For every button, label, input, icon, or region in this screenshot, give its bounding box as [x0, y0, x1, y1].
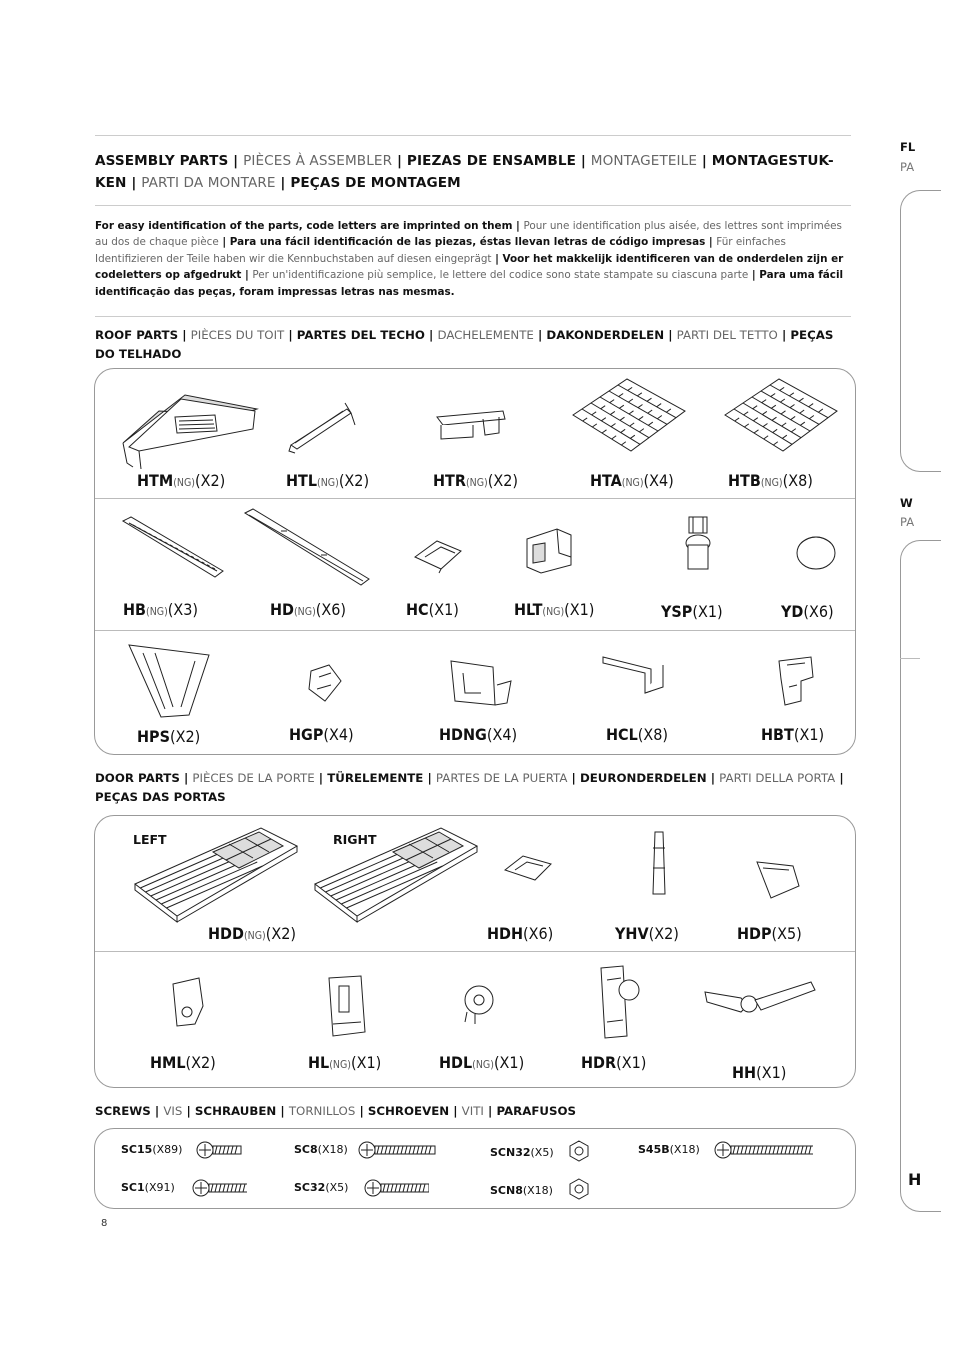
part-label-hc — [406, 600, 459, 619]
part-qty: (X4) — [323, 725, 354, 744]
screw-qty: (X18) — [317, 1143, 348, 1156]
part-ng: (NG) — [243, 930, 266, 942]
hex-nut-icon — [567, 1139, 591, 1163]
part-hdng-illustration — [447, 653, 517, 713]
screw-label-scn32 — [490, 1146, 554, 1159]
text-segment: MONTAGETEILE — [590, 153, 698, 169]
part-qty: (X6) — [315, 600, 347, 619]
part-code: HDNG — [439, 725, 487, 744]
screw-label-sc32 — [294, 1181, 348, 1194]
part-label-hgp — [289, 725, 354, 744]
part-ysp-illustration — [681, 513, 715, 577]
row-divider — [95, 630, 855, 631]
screw-qty: (X89) — [152, 1143, 183, 1156]
text-segment: ASSEMBLY PARTS — [95, 153, 229, 169]
part-label-htr — [433, 471, 518, 490]
part-qty: (X6) — [803, 602, 834, 621]
part-label-hlt — [514, 600, 594, 619]
part-qty: (X2) — [185, 1053, 216, 1072]
part-code: YSP — [661, 602, 693, 621]
bolt-icon — [363, 1177, 429, 1199]
part-label-hdl — [439, 1053, 524, 1072]
text-segment: VIS — [163, 1104, 183, 1118]
edge-text: PA — [900, 160, 915, 174]
text-segment: | — [491, 252, 503, 265]
screw-qty: (X18) — [522, 1184, 553, 1197]
part-label-hd — [270, 600, 346, 619]
screws-panel — [94, 1128, 856, 1209]
part-qty: (X2) — [194, 471, 226, 490]
text-segment: SCHROEVEN — [367, 1104, 450, 1118]
text-segment: | — [705, 236, 717, 249]
part-ng: (NG) — [472, 1059, 494, 1071]
part-label-hdr — [581, 1053, 646, 1072]
roof-parts-heading — [95, 326, 851, 364]
screw-code: SCN32 — [490, 1146, 531, 1159]
text-segment: TORNILLOS — [288, 1104, 356, 1118]
part-hml-illustration — [169, 976, 213, 1030]
part-qty: (X3) — [167, 600, 199, 619]
part-code: HD — [270, 600, 294, 619]
text-segment: | — [748, 269, 760, 282]
part-code: HBT — [761, 725, 794, 744]
hex-nut-icon — [567, 1177, 591, 1201]
edge-panel — [900, 540, 941, 1212]
part-code: HCL — [606, 725, 638, 744]
part-hh-illustration — [701, 976, 819, 1022]
screw-code: SC1 — [121, 1181, 145, 1194]
part-qty: (X8) — [782, 471, 813, 490]
text-segment: | — [512, 220, 524, 232]
part-qty: (X4) — [643, 471, 674, 490]
text-segment: PIÈCES À ASSEMBLER — [243, 153, 393, 169]
part-code: HTM — [137, 471, 174, 490]
text-segment: PIÈCES DU TOIT — [190, 328, 285, 342]
part-qty: (X4) — [486, 725, 518, 744]
part-yhv-illustration — [647, 828, 671, 900]
text-segment: | — [483, 1104, 497, 1118]
text-segment: PEÇAS DE MONTAGEM — [290, 175, 461, 191]
part-hc-illustration — [411, 535, 467, 575]
text-segment: PARTES DE LA PUERTA — [435, 771, 568, 785]
text-segment: Pour une identification plus aisée, des lettres sont imprimées au dos de chaque pièce — [95, 220, 842, 249]
part-qty: (X2) — [265, 924, 296, 943]
long-screw-icon — [357, 1139, 437, 1161]
text-segment: PEÇAS DO TELHADO — [95, 328, 834, 361]
part-label-htb — [728, 471, 813, 490]
part-label-ysp — [661, 602, 723, 621]
part-ng: (NG) — [542, 606, 565, 618]
text-segment: For easy identification of the parts, code letters are imprinted on them — [95, 220, 513, 232]
text-segment: DOOR PARTS — [95, 771, 180, 785]
part-hta-illustration — [569, 375, 689, 455]
part-code: HTB — [728, 471, 761, 490]
text-segment: | — [706, 771, 720, 785]
part-hcl-illustration — [601, 651, 667, 697]
part-qty: (X2) — [338, 471, 370, 490]
part-code: HL — [308, 1053, 330, 1072]
part-qty: (X1) — [616, 1053, 647, 1072]
part-qty: (X2) — [648, 924, 679, 943]
part-hdp-illustration — [753, 856, 803, 906]
part-hlt-illustration — [523, 521, 579, 575]
door-right-illustration — [311, 824, 481, 924]
part-label-yhv — [615, 924, 679, 943]
part-code: HH — [732, 1063, 757, 1082]
text-segment: | — [423, 771, 436, 785]
text-segment: Per un'identificazione più semplice, le lettere del codice sono state stampate su ciascuna parte — [252, 269, 749, 282]
door-left-illustration — [131, 824, 301, 924]
part-label-hdh — [487, 924, 553, 943]
part-code: HPS — [137, 727, 170, 746]
part-ng: (NG) — [760, 477, 783, 489]
text-segment: | — [424, 328, 438, 342]
part-label-htl — [286, 471, 369, 490]
part-code: HDH — [487, 924, 524, 943]
text-segment: | — [284, 328, 297, 342]
door-parts-panel — [94, 815, 856, 1088]
page-title — [95, 150, 855, 194]
part-qty: (X1) — [756, 1063, 787, 1082]
part-hdr-illustration — [593, 962, 645, 1042]
text-segment: | — [218, 236, 230, 249]
part-qty: (X1) — [493, 1053, 525, 1072]
text-segment: DEURONDERDELEN — [579, 771, 707, 785]
top-rule — [95, 135, 851, 136]
part-ng: (NG) — [294, 606, 316, 618]
part-qty: (X5) — [771, 924, 802, 943]
screw-code: SC15 — [121, 1143, 153, 1156]
part-code: HDP — [737, 924, 772, 943]
part-code: HDL — [439, 1053, 473, 1072]
text-segment: | — [228, 153, 244, 169]
long-wood-screw-icon — [713, 1139, 813, 1161]
part-hdh-illustration — [501, 850, 557, 886]
text-segment: MONTAGESTUK-KEN — [95, 153, 834, 191]
part-code: HDD — [208, 924, 244, 943]
part-yd-illustration — [793, 527, 839, 573]
screw-code: SC32 — [294, 1181, 326, 1194]
text-segment: | — [126, 175, 142, 191]
medium-screw-icon — [191, 1177, 247, 1199]
text-segment: PIÈCES DE LA PORTE — [192, 771, 315, 785]
text-segment: PEÇAS DAS PORTAS — [95, 790, 226, 804]
text-segment: SCHRAUBEN — [194, 1104, 277, 1118]
row-divider — [95, 951, 855, 952]
text-segment: Para uma fácil identificação das peças, foram impressas letras nas mesmas. — [95, 269, 844, 298]
part-label-htm — [137, 471, 225, 490]
edge-text: W — [900, 496, 913, 510]
part-qty: (X2) — [487, 471, 518, 490]
screw-code: SCN8 — [490, 1184, 523, 1197]
part-hb-illustration — [119, 513, 229, 583]
part-code: HGP — [289, 725, 324, 744]
part-code: HLT — [514, 600, 543, 619]
roof-parts-panel — [94, 368, 856, 755]
text-segment: PARTI DEL TETTO — [676, 328, 778, 342]
short-screw-icon — [195, 1139, 245, 1161]
screw-label-s45b — [638, 1143, 700, 1156]
text-segment: Voor het makkelijk identificeren van de onderdelen zijn er codeletters op afgedrukt — [95, 252, 844, 282]
screw-label-sc8 — [294, 1143, 348, 1156]
part-label-hdng — [439, 725, 517, 744]
part-label-hdd — [208, 924, 296, 943]
text-segment: PARAFUSOS — [496, 1104, 577, 1118]
screw-qty: (X5) — [530, 1146, 554, 1159]
screw-code: SC8 — [294, 1143, 318, 1156]
part-label-hbt — [761, 725, 824, 744]
part-code: HTL — [286, 471, 318, 490]
part-qty: (X6) — [523, 924, 554, 943]
part-qty: (X1) — [692, 602, 723, 621]
screws-heading — [95, 1102, 851, 1121]
screw-label-sc1 — [121, 1181, 175, 1194]
part-htr-illustration — [433, 405, 513, 445]
part-code: HML — [150, 1053, 186, 1072]
part-code: HTR — [433, 471, 466, 490]
text-segment: PARTES DEL TECHO — [296, 328, 425, 342]
page-number: 8 — [101, 1218, 108, 1229]
part-label-hdp — [737, 924, 802, 943]
title-rule — [95, 205, 851, 206]
part-hbt-illustration — [771, 651, 821, 707]
part-ng: (NG) — [317, 477, 339, 489]
text-segment: | — [314, 771, 328, 785]
edge-text: PA — [900, 515, 915, 529]
part-ng: (NG) — [465, 477, 488, 489]
text-segment: | — [182, 1104, 195, 1118]
part-code: HTA — [590, 471, 622, 490]
part-hgp-illustration — [305, 661, 345, 707]
text-segment: | — [697, 153, 712, 169]
part-label-hh — [732, 1063, 786, 1082]
text-segment: | — [449, 1104, 462, 1118]
screw-code: S45B — [638, 1143, 670, 1156]
text-segment: | — [276, 1104, 289, 1118]
intro-rule — [95, 316, 851, 317]
text-segment: | — [533, 328, 547, 342]
part-code: HB — [123, 600, 147, 619]
text-segment: PARTI DELLA PORTA — [719, 771, 836, 785]
part-label-hps — [137, 727, 200, 746]
edge-panel — [900, 190, 941, 472]
text-segment: | — [567, 771, 580, 785]
text-segment: | — [179, 771, 193, 785]
part-hps-illustration — [125, 641, 215, 721]
text-segment: PIEZAS DE ENSAMBLE — [406, 153, 576, 169]
text-segment: | — [178, 328, 191, 342]
part-qty: (X1) — [564, 600, 595, 619]
text-segment: | — [835, 771, 844, 785]
part-code: YHV — [615, 924, 649, 943]
part-hd-illustration — [241, 507, 371, 589]
part-label-hml — [150, 1053, 216, 1072]
text-segment: | — [777, 328, 791, 342]
screw-label-scn8 — [490, 1184, 553, 1197]
edge-text: H — [908, 1170, 922, 1189]
row-divider — [95, 498, 855, 499]
text-segment: | — [576, 153, 591, 169]
text-segment: | — [664, 328, 677, 342]
part-qty: (X1) — [350, 1053, 382, 1072]
text-segment: ROOF PARTS — [95, 328, 179, 342]
door-parts-heading — [95, 769, 851, 807]
text-segment: | — [392, 153, 407, 169]
text-segment: Para una fácil identificación de las piezas, éstas llevan letras de código impresas — [229, 236, 706, 249]
text-segment: | — [150, 1104, 164, 1118]
text-segment: | — [241, 269, 253, 282]
part-qty: (X1) — [428, 600, 459, 619]
part-ng: (NG) — [329, 1059, 351, 1071]
part-htb-illustration — [721, 375, 841, 455]
text-segment: DACHELEMENTE — [437, 328, 534, 342]
part-htl-illustration — [285, 395, 365, 455]
part-code: YD — [781, 602, 804, 621]
screw-qty: (X91) — [144, 1181, 175, 1194]
text-segment: | — [275, 175, 291, 191]
part-label-hcl — [606, 725, 668, 744]
edge-text: FL — [900, 140, 916, 154]
part-code: HDR — [581, 1053, 617, 1072]
text-segment: | — [355, 1104, 368, 1118]
door-left-label: LEFT — [133, 832, 167, 847]
screw-qty: (X5) — [325, 1181, 349, 1194]
part-label-yd — [781, 602, 834, 621]
part-qty: (X8) — [637, 725, 669, 744]
screw-label-sc15 — [121, 1143, 182, 1156]
text-segment: TÜRELEMENTE — [327, 771, 424, 785]
text-segment: PARTI DA MONTARE — [141, 175, 276, 191]
text-segment: SCREWS — [95, 1104, 151, 1118]
part-qty: (X2) — [169, 727, 201, 746]
intro-paragraph — [95, 218, 853, 300]
text-segment: Für einfaches Identifizieren der Teile haben wir die Kennbuchstaben auf diesen eingeprägt — [95, 236, 786, 265]
part-hl-illustration — [323, 972, 371, 1040]
part-label-hta — [590, 471, 674, 490]
part-label-hl — [308, 1053, 381, 1072]
part-htm-illustration — [119, 381, 259, 471]
part-ng: (NG) — [146, 606, 168, 618]
part-qty: (X1) — [793, 725, 825, 744]
part-ng: (NG) — [621, 477, 644, 489]
text-segment: DAKONDERDELEN — [546, 328, 665, 342]
part-hdl-illustration — [455, 978, 505, 1028]
screw-qty: (X18) — [669, 1143, 700, 1156]
part-code: HC — [406, 600, 429, 619]
part-ng: (NG) — [173, 477, 195, 489]
door-right-label: RIGHT — [333, 832, 377, 847]
text-segment: VITI — [461, 1104, 484, 1118]
edge-divider — [900, 658, 920, 659]
part-label-hb — [123, 600, 198, 619]
